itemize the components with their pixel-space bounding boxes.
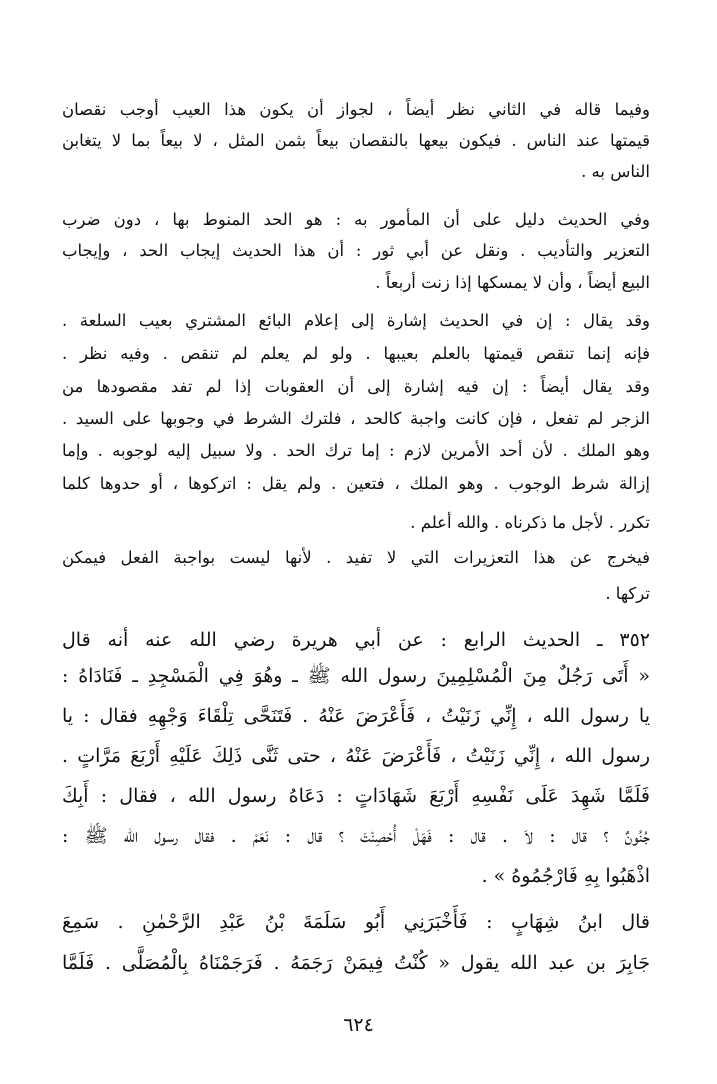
text-line: إزالة شرط الوجوب . وهو الملك ، فتعين . ولم يقل : اتركوها ، أو حدوها كلما xyxy=(62,474,650,493)
text-line: الناس به . xyxy=(581,162,650,181)
text-line: البيع أيضاً ، وأن لا يمسكها إذا زنت أربعاً . xyxy=(375,273,650,292)
hadith-line: اذْهَبُوا بِهِ فَارْجُمُوهُ » . xyxy=(481,865,650,887)
hadith-line: فَلَمَّا شَهِدَ عَلَى نَفْسِهِ أَرْبَعَ شَهَادَاتٍ : دَعَاهُ رسول الله ، فقال : أَبِكَ xyxy=(62,785,650,807)
text-line: وقد يقال أيضاً : إن فيه إشارة إلى أن العقوبات إذا لم تفد مقصودها من xyxy=(62,377,650,396)
hadith-line: جَابِرَ بن عبد الله يقول « كُنْتُ فِيمَنْ رَجَمَهُ . فَرَجَمْنَاهُ بِالْمُصَلَّى . فَلَمَّا xyxy=(62,952,650,974)
hadith-line: ٣٥٢ ـ الحديث الرابع : عن أبي هريرة رضي الله عنه أنه قال xyxy=(62,629,650,651)
text-line: فيخرج عن هذا التعزيرات التي لا تفيد . لأنها ليست بواجبة الفعل فيمكن xyxy=(62,548,650,567)
text-line: وفي الحديث دليل على أن المأمور به : هو الحد المنوط بها ، دون ضرب xyxy=(62,210,650,229)
text-line: قيمتها عند الناس . فيكون بيعها بالنقصان بيعاً بثمن المثل ، لا بيعاً بما لا يتغابن xyxy=(62,131,650,150)
hadith-line: جُنُونٌ ؟ قال : لاَ . قال : فَهَلْ أُحْصِنْتَ ؟ قال : نَعَمْ . فقال رسول الله ﷺ : xyxy=(62,825,650,847)
text-line: وفيما قاله في الثاني نظر أيضاً ، لجواز أن يكون هذا العيب أوجب نقصان xyxy=(62,100,650,119)
hadith-line: رسول الله ، إِنِّي زَنَيْتُ ، فَأَعْرَضَ عَنْهُ ، حتى ثَنَّى ذَلِكَ عَلَيْهِ أَرْبَعَ مَرَّاتٍ . xyxy=(62,745,650,767)
text-line: وقد يقال : إن في الحديث إشارة إلى إعلام البائع المشتري بعيب السلعة . xyxy=(62,311,650,330)
text-line: تكرر . لأجل ما ذكرناه . والله أعلم . xyxy=(410,513,650,532)
page-number: ٦٢٤ xyxy=(343,1014,374,1036)
hadith-line: قال ابنُ شِهَابٍ : فَأَخْبَرَنِي أَبُو سَلَمَةَ بْنُ عَبْدِ الرَّحْمٰنِ . سَمِعَ xyxy=(62,911,650,933)
text-line: وهو الملك . لأن أحد الأمرين لازم : إما ترك الحد . ولا سبيل إليه لوجوبه . وإما xyxy=(62,441,650,460)
hadith-line: يا رسول الله ، إِنِّي زَنَيْتُ ، فَأَعْرَضَ عَنْهُ . فَتَنَحَّى تِلْقَاءَ وَجْهِهِ فقال : يا xyxy=(62,705,650,727)
hadith-line: « أَتَى رَجُلٌ مِنَ الْمُسْلِمِينَ رسول الله ﷺ ـ وهُوَ فِي الْمَسْجِدِ ـ فَنَادَاهُ : xyxy=(62,665,650,687)
text-line: تركها . xyxy=(605,584,650,603)
text-line: فإنه إنما تنقص قيمتها بالعلم بعيبها . ولو لم يعلم لم تنقص . وفيه نظر . xyxy=(62,344,650,363)
text-line: التعزير والتأديب . ونقل عن أبي ثور : أن هذا الحديث إيجاب الحد ، وإيجاب xyxy=(62,241,650,260)
text-line: الزجر لم تفعل ، فإن كانت واجبة كالحد ، فلترك الشرط في وجوبها على السيد . xyxy=(62,409,650,428)
